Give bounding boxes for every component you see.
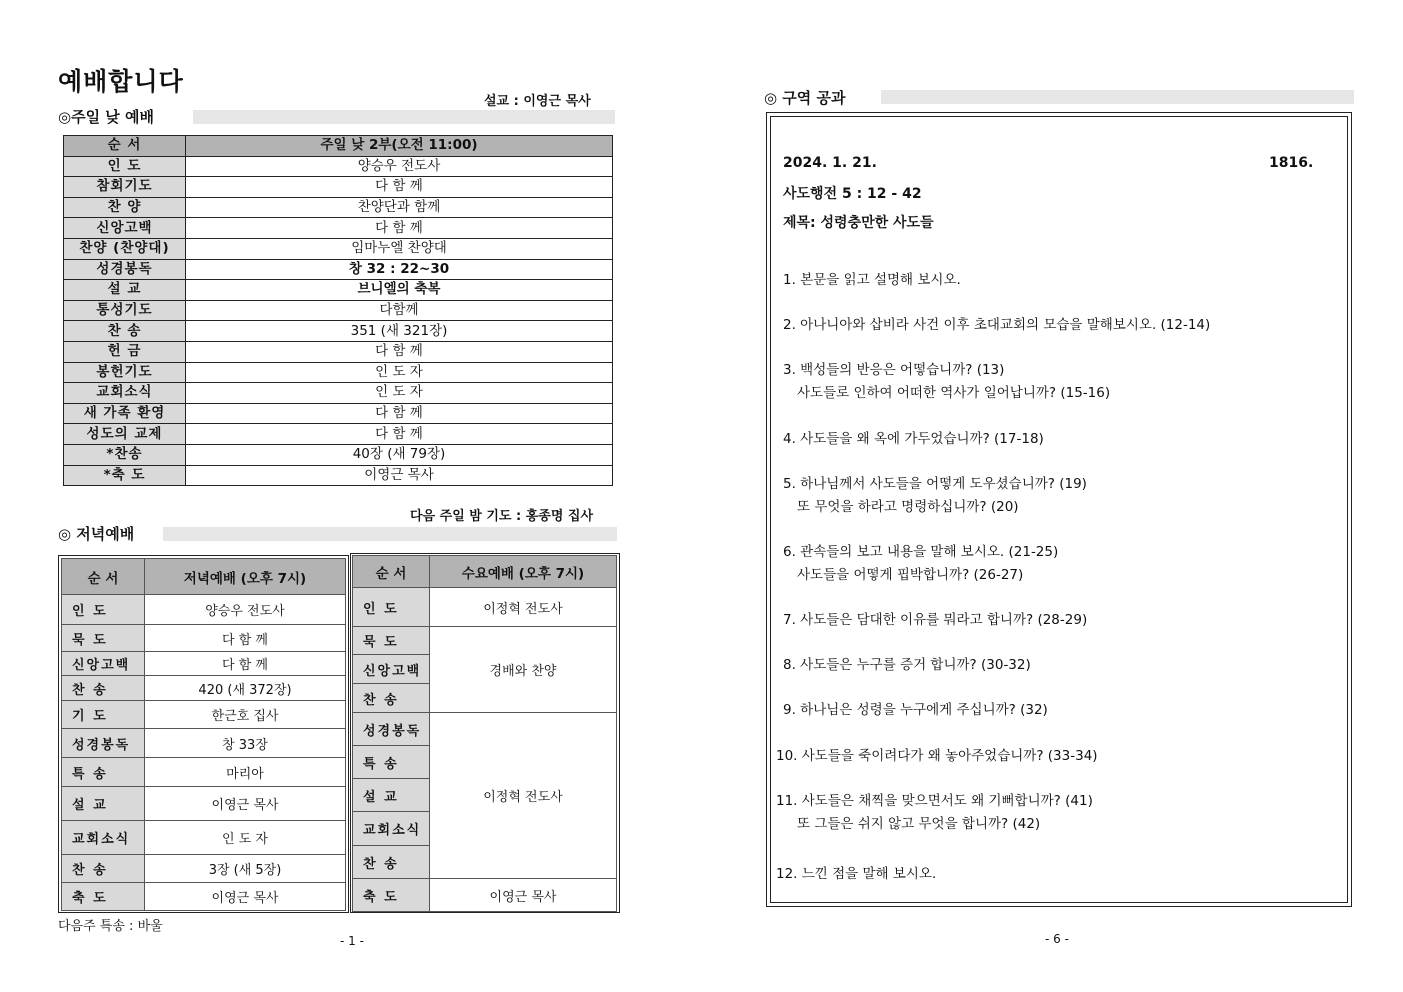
preacher-label: 설교 : 이영근 목사	[484, 94, 591, 109]
order-label: 헌 금	[64, 341, 186, 362]
order-label: 축 도	[62, 883, 145, 911]
cell-lesson-heading: ◎ 구역 공과	[764, 89, 846, 107]
order-value: 인 도 자	[145, 821, 346, 855]
order-label: 신앙고백	[64, 218, 186, 239]
order-label: 성도의 교제	[64, 424, 186, 445]
order-label: 묵 도	[62, 625, 145, 652]
header-cell: 저녁예배 (오후 7시)	[145, 559, 346, 595]
question-item: 5. 하나님께서 사도들을 어떻게 도우셨습니까? (19)	[783, 476, 1087, 492]
order-value: 이영근 목사	[145, 883, 346, 911]
table-row	[62, 729, 346, 758]
order-label: 찬 송	[64, 321, 186, 342]
order-value: 다함께	[186, 300, 613, 321]
order-label: 특 송	[62, 758, 145, 787]
table-header-row	[353, 556, 617, 588]
page-number: - 6 -	[1045, 932, 1069, 946]
header-cell: 수요예배 (오후 7시)	[430, 556, 617, 588]
table-row	[62, 758, 346, 787]
wednesday-service-table	[352, 555, 617, 912]
table-row	[64, 197, 613, 218]
page-title: 예배합니다	[58, 67, 184, 96]
order-value: 한근호 집사	[145, 701, 346, 729]
table-row	[62, 787, 346, 821]
order-label: 인 도	[353, 588, 430, 627]
question-item: 2. 아나니아와 삽비라 사건 이후 초대교회의 모습을 말해보시오. (12-14)	[783, 317, 1211, 333]
lesson-number: 1816.	[1269, 155, 1314, 171]
order-label: 설 교	[62, 787, 145, 821]
order-value: 임마누엘 찬양대	[186, 238, 613, 259]
table-row	[62, 595, 346, 625]
order-value: 다 함 께	[186, 341, 613, 362]
table-row	[64, 321, 613, 342]
order-label: 설 교	[64, 280, 186, 301]
table-row	[64, 259, 613, 280]
order-label: 봉헌기도	[64, 362, 186, 383]
order-label: 묵 도	[353, 627, 430, 655]
lesson-date: 2024. 1. 21.	[783, 155, 877, 171]
order-value: 양승우 전도사	[145, 595, 346, 625]
table-row	[64, 156, 613, 177]
question-item: 3. 백성들의 반응은 어떻습니까? (13)	[783, 362, 1005, 378]
order-label: 신앙고백	[353, 655, 430, 684]
morning-section-heading: ◎주일 낮 예배	[58, 108, 154, 126]
order-label: 기 도	[62, 701, 145, 729]
header-cell: 주일 낮 2부(오전 11:00)	[186, 136, 613, 157]
order-value: 창 32 : 22~30	[186, 259, 613, 280]
table-row	[62, 676, 346, 701]
order-label: 축 도	[353, 879, 430, 912]
lesson-subject: 제목: 성령충만한 사도들	[783, 215, 934, 231]
order-label: *축 도	[64, 465, 186, 486]
question-subitem: 사도들을 어떻게 핍박합니까? (26-27)	[797, 567, 1024, 583]
order-label: 새 가족 환영	[64, 403, 186, 424]
table-row	[64, 177, 613, 198]
order-value: 창 33장	[145, 729, 346, 758]
order-value: 다 함 께	[145, 652, 346, 676]
order-label: 특 송	[353, 746, 430, 779]
order-value: 이영근 목사	[145, 787, 346, 821]
table-row	[64, 300, 613, 321]
header-cell: 순 서	[62, 559, 145, 595]
order-label: 인 도	[64, 156, 186, 177]
table-row	[353, 879, 617, 912]
order-value: 경배와 찬양	[430, 627, 617, 713]
order-value: 다 함 께	[186, 424, 613, 445]
order-value: 마리아	[145, 758, 346, 787]
table-row	[64, 341, 613, 362]
order-value: 다 함 께	[145, 625, 346, 652]
order-label: 참회기도	[64, 177, 186, 198]
order-value: 다 함 께	[186, 403, 613, 424]
order-label: 찬 양	[64, 197, 186, 218]
table-row	[64, 280, 613, 301]
table-row	[64, 465, 613, 486]
table-row	[64, 238, 613, 259]
order-value: 다 함 께	[186, 218, 613, 239]
footnote: 다음주 특송 : 바울	[58, 919, 163, 934]
table-row	[62, 855, 346, 883]
table-header-row	[62, 559, 346, 595]
table-row	[64, 362, 613, 383]
order-label: 교회소식	[62, 821, 145, 855]
order-value: 이정혁 전도사	[430, 713, 617, 879]
order-label: 찬 송	[62, 855, 145, 883]
order-label: 신앙고백	[62, 652, 145, 676]
order-value: 40장 (새 79장)	[186, 444, 613, 465]
evening-service-table	[61, 558, 346, 911]
question-item: 6. 관속들의 보고 내용을 말해 보시오. (21-25)	[783, 544, 1059, 560]
table-row	[353, 627, 617, 655]
order-value: 찬양단과 함께	[186, 197, 613, 218]
question-subitem: 또 그들은 쉬지 않고 무엇을 합니까? (42)	[797, 816, 1041, 832]
order-label: 통성기도	[64, 300, 186, 321]
question-item: 11. 사도들은 채찍을 맞으면서도 왜 기뻐합니까? (41)	[776, 793, 1093, 809]
order-label: 인 도	[62, 595, 145, 625]
table-row	[64, 218, 613, 239]
next-prayer-note: 다음 주일 밤 기도 : 홍종명 집사	[410, 509, 594, 524]
question-item: 10. 사도들을 죽이려다가 왜 놓아주었습니까? (33-34)	[776, 748, 1098, 764]
table-row	[353, 588, 617, 627]
header-cell: 순 서	[353, 556, 430, 588]
order-label: 성경봉독	[353, 713, 430, 746]
order-value: 이영근 목사	[430, 879, 617, 912]
question-subitem: 사도들로 인하여 어떠한 역사가 일어납니까? (15-16)	[797, 385, 1111, 401]
page-number: - 1 -	[340, 934, 364, 948]
order-value: 인 도 자	[186, 362, 613, 383]
question-item: 8. 사도들은 누구를 증거 합니까? (30-32)	[783, 657, 1031, 673]
section-bar	[881, 90, 1354, 104]
table-row	[64, 403, 613, 424]
section-bar	[163, 527, 617, 541]
order-label: 교회소식	[64, 383, 186, 404]
table-row	[62, 701, 346, 729]
order-label: 찬 송	[62, 676, 145, 701]
table-row	[64, 444, 613, 465]
order-value: 420 (새 372장)	[145, 676, 346, 701]
order-label: 찬 송	[353, 846, 430, 879]
question-item: 12. 느낀 점을 말해 보시오.	[776, 866, 937, 882]
question-subitem: 또 무엇을 하라고 명령하십니까? (20)	[797, 499, 1019, 515]
question-item: 7. 사도들은 담대한 이유를 뭐라고 합니까? (28-29)	[783, 612, 1088, 628]
morning-service-table	[63, 135, 613, 486]
order-value: 이영근 목사	[186, 465, 613, 486]
order-label: 설 교	[353, 779, 430, 812]
order-label: 교회소식	[353, 812, 430, 846]
order-value: 양승우 전도사	[186, 156, 613, 177]
order-label: 찬 송	[353, 684, 430, 713]
order-value: 다 함 께	[186, 177, 613, 198]
table-row	[353, 713, 617, 746]
lesson-passage: 사도행전 5 : 12 - 42	[783, 186, 922, 202]
question-item: 1. 본문을 읽고 설명해 보시오.	[783, 272, 961, 288]
table-row	[62, 652, 346, 676]
order-label: *찬송	[64, 444, 186, 465]
evening-section-heading: ◎ 저녁예배	[58, 525, 135, 543]
order-value: 이정혁 전도사	[430, 588, 617, 627]
order-label: 찬양 (찬양대)	[64, 238, 186, 259]
table-row	[62, 625, 346, 652]
header-cell: 순 서	[64, 136, 186, 157]
order-value: 351 (새 321장)	[186, 321, 613, 342]
question-item: 9. 하나님은 성령을 누구에게 주십니까? (32)	[783, 702, 1048, 718]
order-value: 인 도 자	[186, 383, 613, 404]
table-header-row	[64, 136, 613, 157]
order-value: 3장 (새 5장)	[145, 855, 346, 883]
table-row	[64, 383, 613, 404]
table-row	[62, 821, 346, 855]
section-bar	[193, 110, 615, 124]
order-value: 브니엘의 축복	[186, 280, 613, 301]
question-item: 4. 사도들을 왜 옥에 가두었습니까? (17-18)	[783, 431, 1044, 447]
table-row	[62, 883, 346, 911]
table-row	[64, 424, 613, 445]
order-label: 성경봉독	[64, 259, 186, 280]
order-label: 성경봉독	[62, 729, 145, 758]
